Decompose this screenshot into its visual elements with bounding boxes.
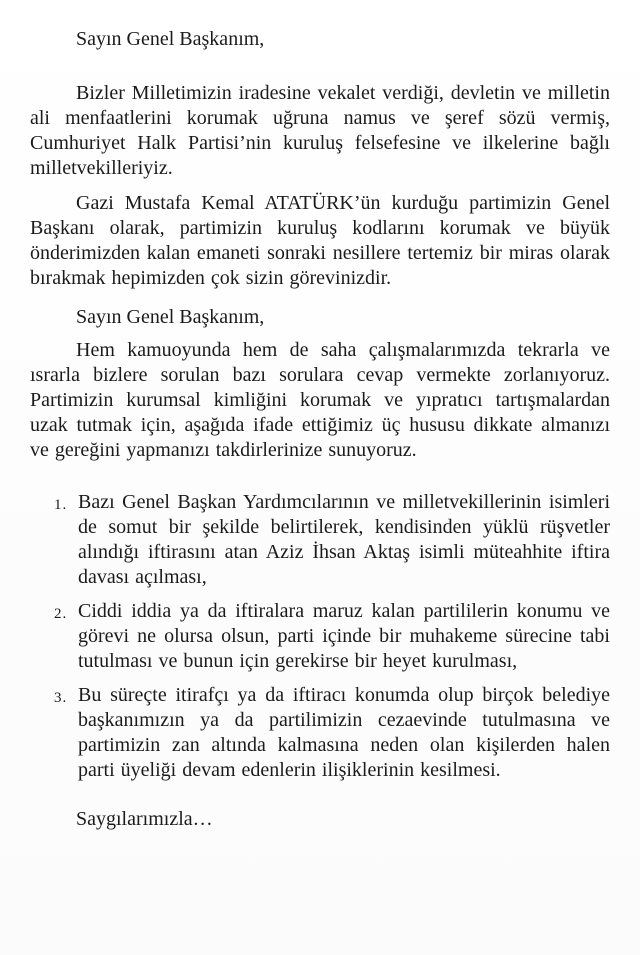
list-item-1 — [30, 490, 610, 590]
closing-regards: Saygılarımızla… — [76, 808, 213, 830]
salutation-second: Sayın Genel Başkanım, — [76, 306, 265, 328]
list-item-2-text: Ciddi iddia ya da iftiralara maruz kalan partililerin konumu ve görevi ne olursa olsun, parti içinde bir muhakeme sürecine tabi tutulması ve bunun için gerekirse bir heyet kurulması, — [78, 600, 610, 672]
demands-list — [30, 490, 610, 783]
paragraph-request-intro: Hem kamuoyunda hem de saha çalışmalarımızda tekrarla ve ısrarla bizlere sorulan bazı sorulara cevap vermekte zorlanıyoruz. Partimizin kurumsal kimliğini korumak ve yıpratıcı tartışmalardan uzak tutmak için, aşağıda ifade ettiğimiz üç hususu dikkate almanızı ve gereğini yapmanızı takdirlerinize sunuyoruz. — [30, 339, 610, 461]
list-item-3 — [30, 683, 610, 783]
salutation-first: Sayın Genel Başkanım, — [76, 28, 265, 50]
list-item-1-number: 1. — [54, 497, 68, 513]
list-item-3-number: 3. — [54, 690, 68, 706]
list-item-2 — [30, 599, 610, 674]
list-item-2-number: 2. — [54, 606, 68, 622]
paragraph-ataturk: Gazi Mustafa Kemal ATATÜRK’ün kurduğu partimizin Genel Başkanı olarak, partimizin kuruluş kodlarını korumak ve büyük önderimizden kalan emaneti sonraki nesillere tertemiz bir miras olarak bırakmak hepimizden çok sizin görevinizdir. — [30, 192, 610, 289]
list-item-3-text: Bu süreçte itirafçı ya da iftiracı konumda olup birçok belediye başkanımızın ya da partilimizin cezaevinde tutulmasına ve partimizin zan altında kalmasına neden olan kişilerden halen parti üyeliği devam edenlerin ilişiklerinin kesilmesi. — [78, 684, 610, 781]
list-item-1-text: Bazı Genel Başkan Yardımcılarının ve milletvekillerinin isimleri de somut bir şekilde belirtilerek, kendisinden yüklü rüşvetler alındığı iftirasını atan Aziz İhsan Aktaş isimli müteahhite iftira davası açılması, — [78, 491, 610, 588]
paragraph-oath: Bizler Milletimizin iradesine vekalet verdiği, devletin ve milletin ali menfaatlerini korumak uğruna namus ve şeref sözü vermiş, Cumhuriyet Halk Partisi’nin kuruluş felsefesine ve ilkelerine bağlı milletvekilleriyiz. — [30, 82, 610, 179]
